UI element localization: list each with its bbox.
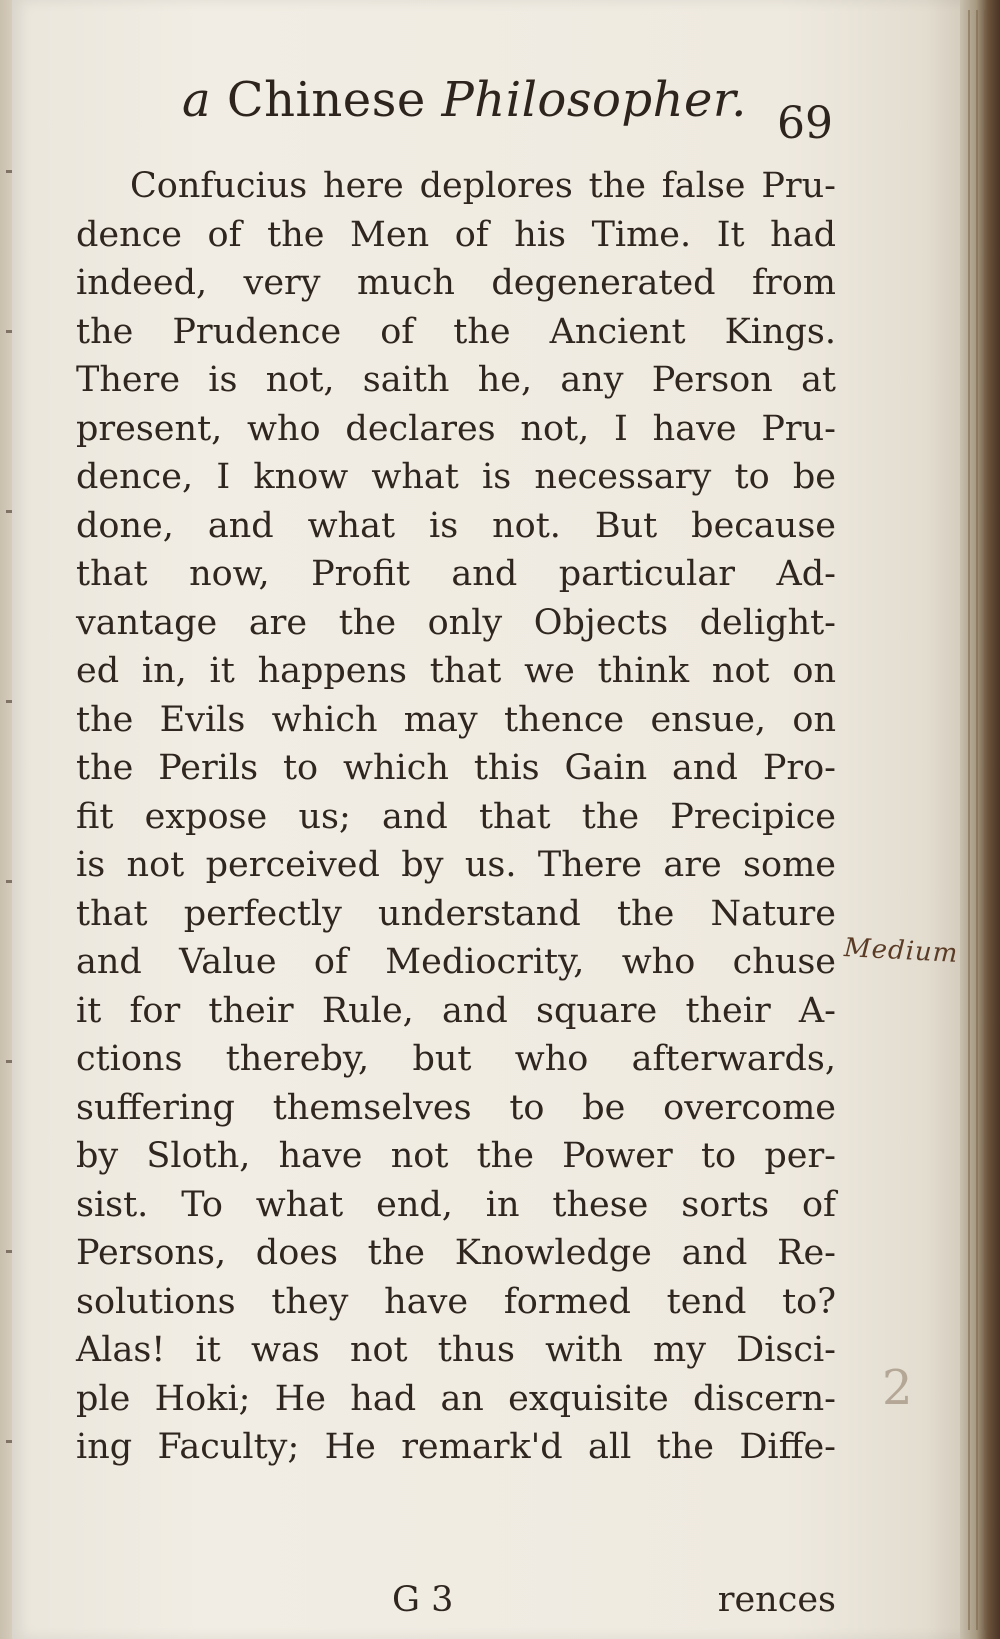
text-line: indeed, very much degenerated from	[76, 263, 836, 303]
text-line: ing Faculty; He remark'd all the Diffe-	[76, 1427, 836, 1467]
catchword: rences	[717, 1580, 836, 1620]
text-line: done, and what is not. But because	[76, 505, 836, 546]
text-line: ple Hoki; He had an exquisite discern-	[76, 1378, 836, 1419]
text-line: There is not, saith he, any Person at	[76, 360, 836, 400]
text-line: sist. To what end, in these sorts of	[76, 1184, 836, 1225]
text-line: that perfectly understand the Nature	[76, 893, 836, 934]
page-stack-line	[968, 10, 970, 1630]
running-head	[182, 72, 822, 128]
book-page	[12, 0, 974, 1639]
book-gutter	[960, 0, 1000, 1639]
page-stack-line	[976, 10, 978, 1630]
text-line: ctions thereby, but who afterwards,	[76, 1039, 836, 1079]
text-line: it for their Rule, and square their A-	[76, 990, 836, 1031]
text-line: vantage are the only Objects delight-	[76, 602, 836, 643]
catchline	[392, 1580, 842, 1628]
signature-mark: G 3	[392, 1580, 454, 1620]
text-line: the Evils which may thence ensue, on	[76, 699, 836, 740]
text-line: ed in, it happens that we think not on	[76, 651, 836, 691]
handwritten-marginal-note: Medium	[843, 933, 960, 969]
text-line: suffering themselves to be overcome	[76, 1087, 836, 1128]
text-line: that now, Profit and particular Ad-	[76, 554, 836, 594]
text-line: is not perceived by us. There are some	[76, 845, 836, 885]
text-line: Persons, does the Knowledge and Re-	[76, 1233, 836, 1273]
text-line: solutions they have formed tend to?	[76, 1281, 836, 1322]
text-line: the Prudence of the Ancient Kings.	[76, 311, 836, 352]
text-line: dence of the Men of his Time. It had	[76, 214, 836, 255]
page-number: 69	[777, 98, 833, 149]
text-line: Alas! it was not thus with my Disci-	[76, 1330, 836, 1370]
running-head-title: Chinese	[226, 72, 442, 128]
page-stack-line	[984, 10, 986, 1630]
running-head-article: a	[182, 72, 212, 128]
text-line: the Perils to which this Gain and Pro-	[76, 748, 836, 788]
body-text	[76, 162, 836, 1472]
handwritten-marginal-number: 2	[882, 1360, 913, 1416]
text-line: present, who declares not, I have Pru-	[76, 408, 836, 449]
text-line: dence, I know what is necessary to be	[76, 457, 836, 497]
text-line: by Sloth, have not the Power to per-	[76, 1136, 836, 1176]
running-head-title-italic: Philosopher.	[441, 72, 747, 128]
text-line: and Value of Mediocrity, who chuse	[76, 942, 836, 982]
text-line: fit expose us; and that the Precipice	[76, 796, 836, 837]
text-line: Confucius here deplores the false Pru-	[130, 166, 836, 206]
